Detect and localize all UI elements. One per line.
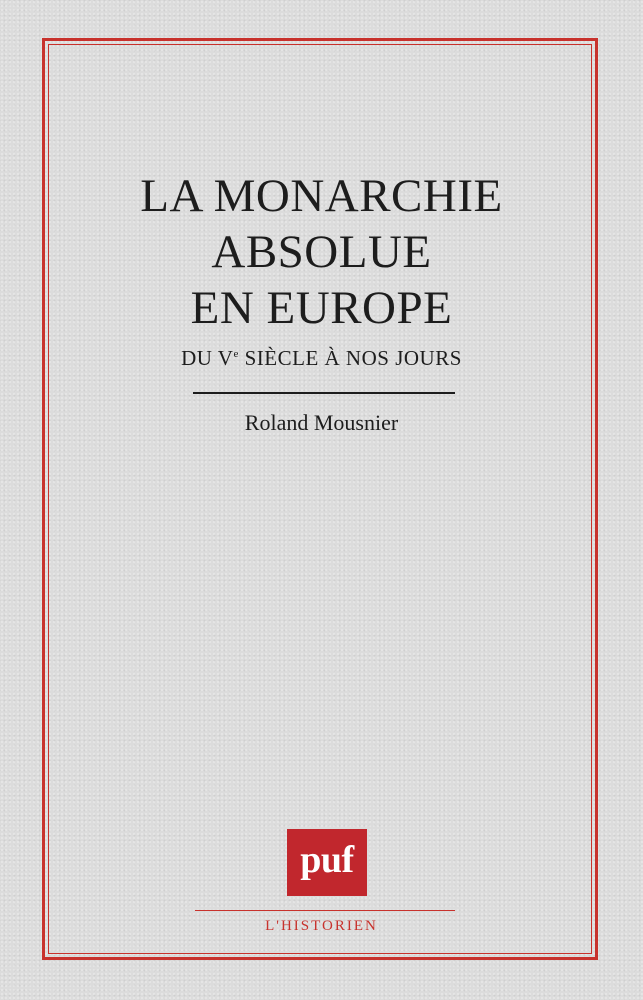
title-line-2: ABSOLUE (211, 226, 432, 278)
publisher-logo-text: puf (300, 838, 354, 881)
author-name: Roland Mousnier (244, 410, 399, 435)
publisher-logo (287, 829, 367, 896)
book-subtitle (0, 346, 643, 371)
title-line-1: LA MONARCHIE (140, 170, 503, 222)
title-line-3: EN EUROPE (190, 282, 453, 334)
subtitle-superscript: e (233, 348, 239, 360)
series-divider (195, 910, 455, 911)
subtitle-prefix: DU V (181, 346, 234, 370)
subtitle-suffix: SIÈCLE À NOS JOURS (238, 346, 462, 370)
book-title (0, 168, 643, 336)
series-name: L'HISTORIEN (265, 918, 378, 934)
title-divider (193, 392, 455, 394)
